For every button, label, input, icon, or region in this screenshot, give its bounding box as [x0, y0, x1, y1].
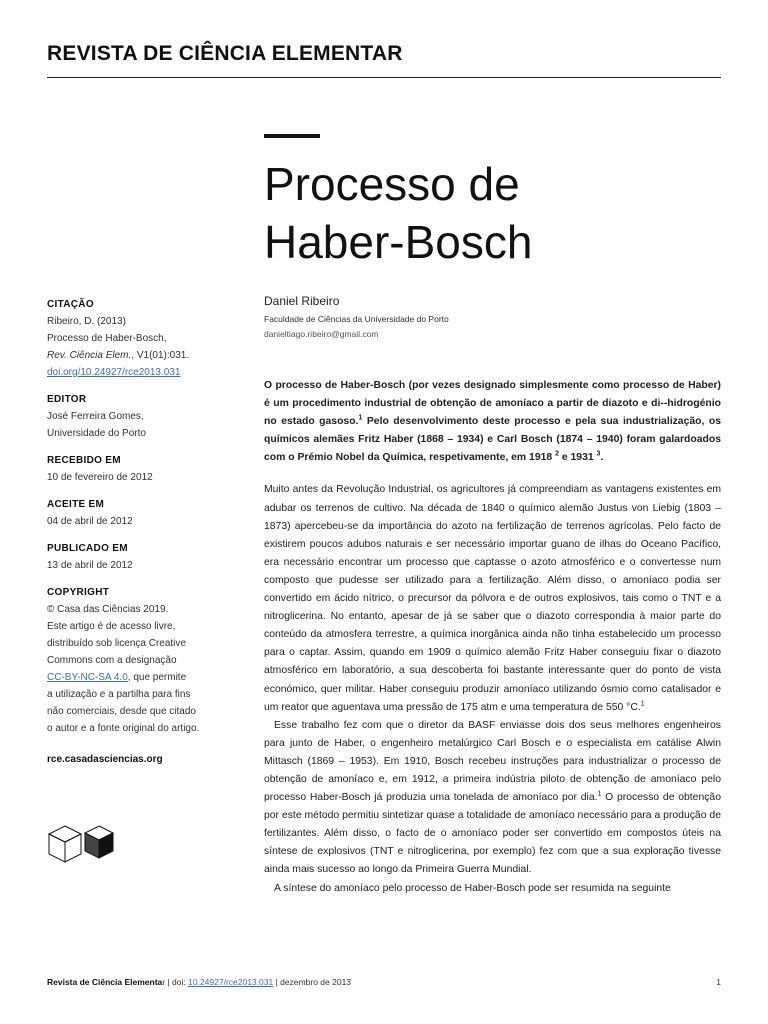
abstract-text: . — [600, 452, 604, 464]
article-title — [264, 155, 724, 271]
footer-date: | dezembro de 2013 — [273, 977, 352, 987]
citation-line: Processo de Haber-Bosch, — [47, 333, 167, 344]
abstract-text: e 1931 — [558, 452, 597, 464]
published-section — [47, 540, 237, 574]
footer-doi-prefix: | doi: — [165, 977, 189, 987]
copyright-heading: COPYRIGHT — [47, 587, 110, 598]
citation-heading: CITAÇÃO — [47, 299, 94, 310]
footer-doi-link[interactable]: 10.24927/rce2013.031 — [188, 977, 274, 987]
site-url[interactable]: rce.casadasciencias.org — [47, 754, 163, 765]
copyright-section — [47, 584, 237, 737]
page-footer — [47, 977, 721, 987]
copyright-line: distribuído sob licença Creative — [47, 638, 186, 649]
copyright-line: o autor e a fonte original do artigo. — [47, 723, 200, 734]
casa-das-ciencias-logo — [47, 824, 117, 879]
article-title-line2: Haber-Bosch — [264, 216, 533, 268]
author-block — [264, 293, 724, 341]
paragraph-text: Esse trabalho fez com que o diretor da BASF enviasse dois dos seus melhores engenheiros para junto de Haber, o engenheiro metalúrgico Carl Bosch e o especialista em catálise Alwin Mittasch (1869 – 1953). Em 1910, Bosch recebeu instruções para industrializar o processo de obtenção de amoníaco e, em 1912, a primeira indústria piloto de obtenção de amoníaco pelo processo Haber-Bosch já produzia uma tonelada de amoníaco por dia. — [264, 719, 721, 804]
journal-title: REVISTA DE CIÊNCIA ELEMENTAR — [47, 42, 403, 65]
author-email[interactable]: danieltiago.ribeiro@gmail.com — [264, 329, 379, 339]
citation-section — [47, 296, 237, 381]
abstract-text: O processo de Haber-Bosch (por vezes designado simplesmente como processo de Haber) é um procedimento industrial de obtenção de amoníaco a partir de diazoto e di--hidrogénio no estado gasoso. — [264, 380, 721, 428]
published-date: 13 de abril de 2012 — [47, 560, 133, 571]
abstract-text: Pelo desenvolvimento deste processo e pela sua industrialização, os químicos alemães Fritz Haber (1868 – 1934) e Carl Bosch (1874 – 1940) foram galardoados com o Prémio Nobel da Química, respetivamente, em 1918 — [264, 416, 721, 464]
accepted-heading: ACEITE EM — [47, 499, 105, 510]
received-section — [47, 452, 237, 486]
editor-heading: EDITOR — [47, 394, 87, 405]
footer-journal: Revista de Ciência Elementa — [47, 977, 163, 987]
copyright-line: Commons com a designação — [47, 655, 177, 666]
citation-line: Ribeiro, D. (2013) — [47, 316, 126, 327]
title-dash — [264, 134, 320, 138]
copyright-line: a utilização e a partilha para fins — [47, 689, 191, 700]
footnote-ref: 1 — [358, 414, 363, 422]
copyright-line: Este artigo é de acesso livre, — [47, 621, 176, 632]
accepted-section — [47, 496, 237, 530]
sidebar — [47, 296, 237, 768]
received-heading: RECEBIDO EM — [47, 455, 121, 466]
citation-volume: , V1(01):031. — [131, 350, 190, 361]
abstract — [264, 377, 721, 467]
paragraph — [264, 481, 721, 716]
editor-section — [47, 391, 237, 442]
footnote-ref: 2 — [555, 450, 559, 458]
accepted-date: 04 de abril de 2012 — [47, 516, 133, 527]
footnote-ref: 1 — [597, 790, 602, 798]
header-divider — [47, 77, 721, 78]
footnote-ref: 3 — [596, 450, 601, 458]
citation-journal — [47, 347, 237, 364]
received-date: 10 de fevereiro de 2012 — [47, 472, 153, 483]
copyright-line: não comerciais, desde que citado — [47, 706, 196, 717]
paragraph-text: Muito antes da Revolução Industrial, os agricultores já compreendiam as vantagens existentes em adubar os terrenos de cultivo. Na década de 1840 o químico alemão Justus von Liebig (1803 – 1873) apercebeu-se da importância do azoto na fertilização de terrenos agrícolas. Pelo facto de existirem poucos adubos naturais e ser necessário importar guano de ilhas do Oceano Pacífico, era necessário encontrar um processo que captasse o azoto atmosférico e o convertesse num composto que pudesse ser utilizado para a fertilização. Além disso, o amoníaco podia ser convertido em ácido nítrico, o precursor da pólvora e de outros explosivos, tais como o TNT e a nitroglicerina. No entanto, apesar de já se saber que o diazoto correspondia à maior parte do conteúdo da atmosfera terrestre, a química inorgânica ainda não tinha estabelecido um processo para o captar. Assim, quando em 1909 o químico alemão Fritz Haber conseguiu fixar o diazoto atmosférico em laboratório, a sua descoberta foi bastante interessante quer do ponto de vista económico, quer militar. Haber conseguiu produzir amoníaco utilizando ósmio como catalisador e um reator que aguentava uma pressão de 175 atm e uma temperatura de 550 °C. — [264, 484, 721, 713]
author-name: Daniel Ribeiro — [264, 294, 340, 308]
published-heading: PUBLICADO EM — [47, 543, 128, 554]
paragraph-text: A síntese do amoníaco pelo processo de Haber-Bosch pode ser resumida na seguinte — [274, 882, 671, 894]
paragraph — [264, 880, 721, 898]
license-link[interactable]: CC-BY-NC-SA 4.0 — [47, 672, 128, 683]
paragraph-text: O processo de obtenção por este método permitiu sintetizar quase a totalidade de amoníaco necessário para a produção de fertilizantes. Além disso, o facto de o amoníaco poder ser convertido em compostos úteis na síntese de explosivos (TNT e nitroglicerina, por exemplo) fez com que a sua exploração tivesse ainda mais sucesso ao longo da Primeira Guerra Mundial. — [264, 792, 721, 876]
copyright-line: © Casa das Ciências 2019. — [47, 604, 169, 615]
footnote-ref: 1 — [640, 700, 645, 708]
paragraph — [264, 717, 721, 880]
copyright-line: , que permite — [127, 672, 187, 683]
editor-name: José Ferreira Gomes, — [47, 411, 144, 422]
article-title-line1: Processo de — [264, 158, 520, 210]
editor-institution: Universidade do Porto — [47, 428, 146, 439]
article-body — [264, 377, 721, 898]
footer-journal-end: r — [162, 977, 166, 987]
page-number: 1 — [716, 977, 721, 987]
author-affiliation: Faculdade de Ciências da Universidade do Porto — [264, 314, 449, 324]
citation-journal-abbr: Rev. Ciência Elem. — [47, 350, 132, 361]
citation-doi-link[interactable]: doi.org/10.24927/rce2013.031 — [47, 367, 181, 378]
